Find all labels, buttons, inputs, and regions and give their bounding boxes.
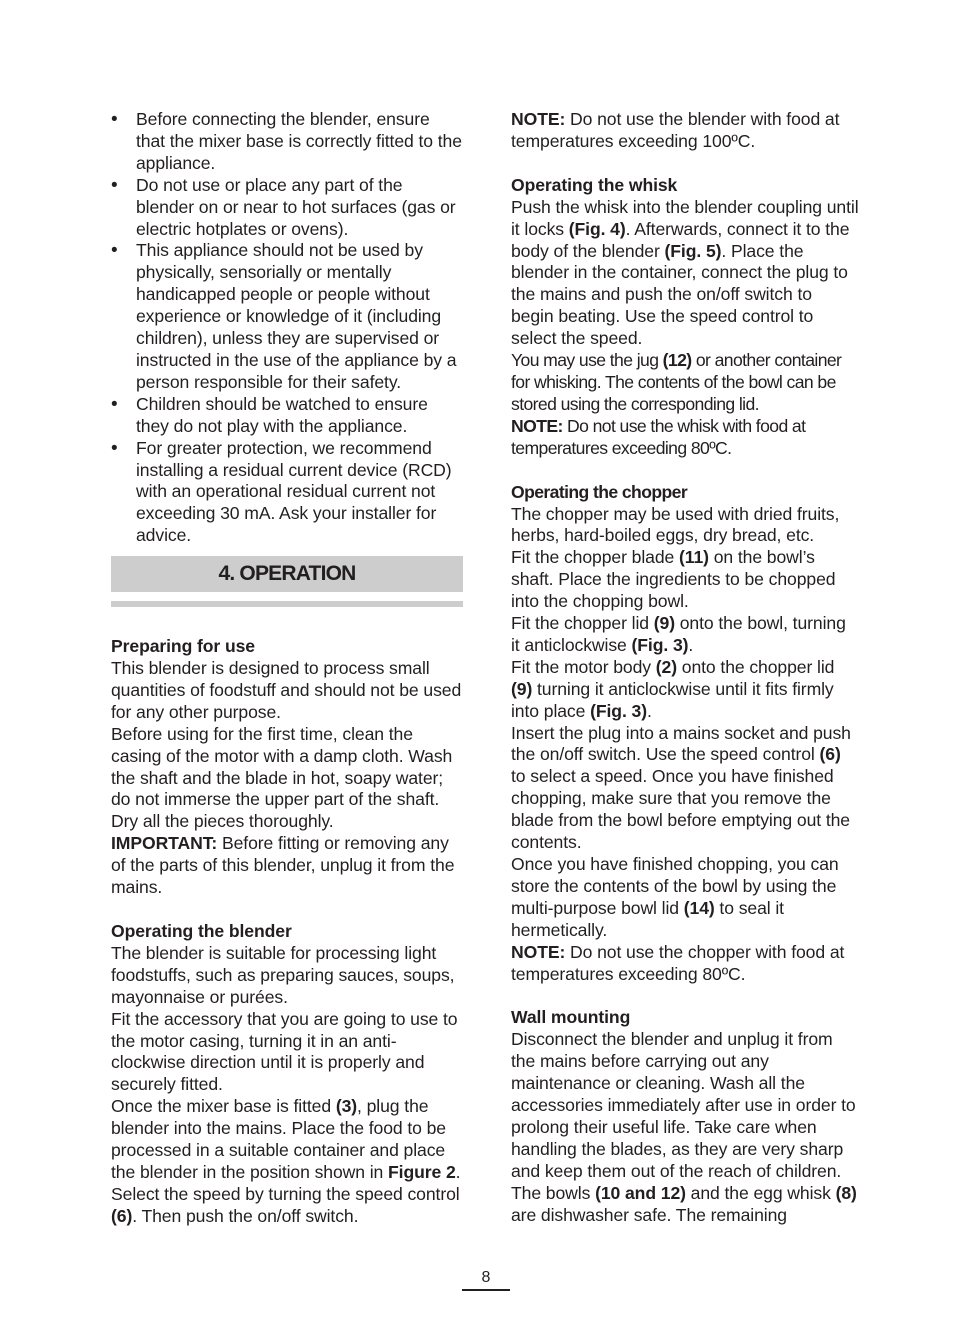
chopper-heading: Operating the chopper <box>511 481 688 502</box>
bullet-item: • Children should be watched to ensure they do not play with the appliance. <box>111 394 463 438</box>
text-run: to seal it hermetically. <box>511 897 784 940</box>
note-paragraph <box>511 942 859 986</box>
text-run: turning it anticlockwise until it fits firmly into place <box>511 678 834 721</box>
text-run: . Place the blender in the container, connect the plug to the mains and push the on/off switch to begin beating. Use the speed control to select the speed. <box>511 240 848 349</box>
chopper-paragraph <box>511 613 859 657</box>
text-run: . <box>646 700 652 721</box>
page-number: 8 <box>462 1268 510 1291</box>
text-run: . Then push the on/off switch. <box>132 1205 359 1226</box>
text-run: , plug the blender into the mains. Place the food to be processed in a suitable container and place the blender in the position shown in <box>111 1096 446 1182</box>
bullet-item: • Before connecting the blender, ensure that the mixer base is correctly fitted to the appliance. <box>111 109 463 175</box>
blender-paragraph <box>111 1096 463 1227</box>
part-reference: (10 and 12) <box>595 1182 686 1203</box>
part-reference: (9) <box>653 613 675 634</box>
figure-reference: (Fig. 4) <box>568 218 626 239</box>
text-run: and the egg whisk <box>685 1182 836 1203</box>
text-run: . Select the speed by turning the speed control <box>111 1161 461 1204</box>
text-run: onto the chopper lid <box>676 656 835 677</box>
section-heading-bar <box>111 556 463 592</box>
part-reference: (12) <box>662 350 692 371</box>
text-run: . Afterwards, connect it to the body of the blender <box>511 218 850 261</box>
text-run: Once you have finished chopping, you can store the contents of the bowl by using the multi-purpose bowl lid <box>511 854 839 918</box>
wall-mounting-heading: Wall mounting <box>511 1007 631 1028</box>
left-column <box>111 109 463 1228</box>
part-reference: (6) <box>111 1205 133 1226</box>
text-run: are dishwasher safe. The remaining <box>511 1204 787 1225</box>
right-column <box>511 109 859 1227</box>
chopper-paragraph <box>511 547 859 613</box>
text-run: Disconnect the blender and unplug it from the mains before carrying out any maintenance or cleaning. Wash all the accessories immediately after use in order to prolong their useful life. Take care when handling the blades, as they are very sharp and keep them out of the reach of children. The bowls <box>511 1029 856 1203</box>
text-run: Insert the plug into a mains socket and push the on/off switch. Use the speed control <box>511 722 851 765</box>
text-run: You may use the jug <box>511 350 663 371</box>
blender-paragraph: Fit the accessory that you are going to use to the motor casing, turning it in an anti-clockwise direction until it is properly and securely fitted. <box>111 1008 458 1095</box>
section-title: 4. OPERATION <box>218 562 356 586</box>
whisk-paragraph <box>511 197 859 350</box>
text-run: Fit the chopper lid <box>511 613 654 634</box>
preparing-paragraph: This blender is designed to process small quantities of foodstuff and should not be used for any other purpose. <box>111 658 462 722</box>
note-text: Do not use the blender with food at temperatures exceeding 100ºC. <box>511 109 840 151</box>
chopper-paragraph: The chopper may be used with dried fruits, herbs, hard-boiled eggs, dry bread, etc. <box>511 503 840 546</box>
bullet-item: • This appliance should not be used by physically, sensorially or mentally handicapped people or people without experience or knowledge of it (including children), unless they are supervised or instructed in the use of the appliance by a person responsible for their safety. <box>111 240 463 393</box>
note-paragraph <box>511 416 859 460</box>
chopper-paragraph <box>511 854 859 942</box>
note-text: Do not use the whisk with food at temperatures exceeding 80ºC. <box>511 415 806 458</box>
figure-reference: Figure 2 <box>388 1161 456 1182</box>
part-reference: (11) <box>678 547 709 568</box>
note-label: NOTE: <box>511 109 566 129</box>
important-paragraph <box>111 833 463 899</box>
blender-paragraph: The blender is suitable for processing light foodstuffs, such as preparing sauces, soups, mayonnaise or purées. <box>111 942 455 1007</box>
text-run: Push the whisk into the blender coupling until it locks <box>511 196 859 239</box>
text-run: . <box>688 634 694 655</box>
wall-mounting-paragraph <box>511 1029 859 1226</box>
figure-reference: (Fig. 3) <box>590 700 647 721</box>
figure-reference: (Fig. 5) <box>664 240 722 261</box>
text-run: onto the bowl, turning it anticlockwise <box>511 613 846 655</box>
preparing-heading: Preparing for use <box>111 636 255 657</box>
whisk-paragraph <box>511 350 859 416</box>
preparing-paragraph: Before using for the first time, clean the casing of the motor with a damp cloth. Wash the shaft and the blade in hot, soapy water; do not immerse the upper part of the shaft. Dry all the pieces thoroughly. <box>111 723 453 832</box>
blender-heading: Operating the blender <box>111 921 292 941</box>
note-text: Do not use the chopper with food at temperatures exceeding 80ºC. <box>511 941 845 984</box>
chopper-paragraph <box>511 657 859 723</box>
part-reference: (3) <box>335 1096 358 1117</box>
bullet-item: • For greater protection, we recommend installing a residual current device (RCD) with an operational residual current not exceeding 30 mA. Ask your installer for advice. <box>111 438 463 548</box>
text-run: Fit the motor body <box>511 656 656 677</box>
part-reference: (6) <box>819 744 841 765</box>
note-paragraph <box>511 109 859 153</box>
part-reference: (14) <box>683 897 715 918</box>
text-run: Once the mixer base is fitted <box>111 1096 336 1117</box>
part-reference: (2) <box>655 656 677 677</box>
chopper-paragraph <box>511 723 859 854</box>
safety-bullet-list <box>111 109 463 547</box>
text-run: Fit the chopper blade <box>511 547 679 568</box>
note-label: NOTE: <box>511 941 566 962</box>
text-run: or another container for whisking. The contents of the bowl can be stored using the corresponding lid. <box>511 350 842 414</box>
text-run: to select a speed. Once you have finished chopping, make sure that you remove the blade from the bowl before emptying out the contents. <box>511 766 850 853</box>
part-reference: (8) <box>835 1182 857 1203</box>
bullet-item: • Do not use or place any part of the blender on or near to hot surfaces (gas or electric hotplates or ovens). <box>111 175 463 241</box>
whisk-heading: Operating the whisk <box>511 174 678 195</box>
note-label: NOTE: <box>511 415 563 436</box>
part-reference: (9) <box>511 678 533 699</box>
text-run: on the bowl’s shaft. Place the ingredients to be chopped into the chopping bowl. <box>511 547 836 612</box>
important-text: Before fitting or removing any of the parts of this blender, unplug it from the mains. <box>111 833 455 898</box>
important-label: IMPORTANT: <box>111 833 218 854</box>
figure-reference: (Fig. 3) <box>631 634 689 655</box>
